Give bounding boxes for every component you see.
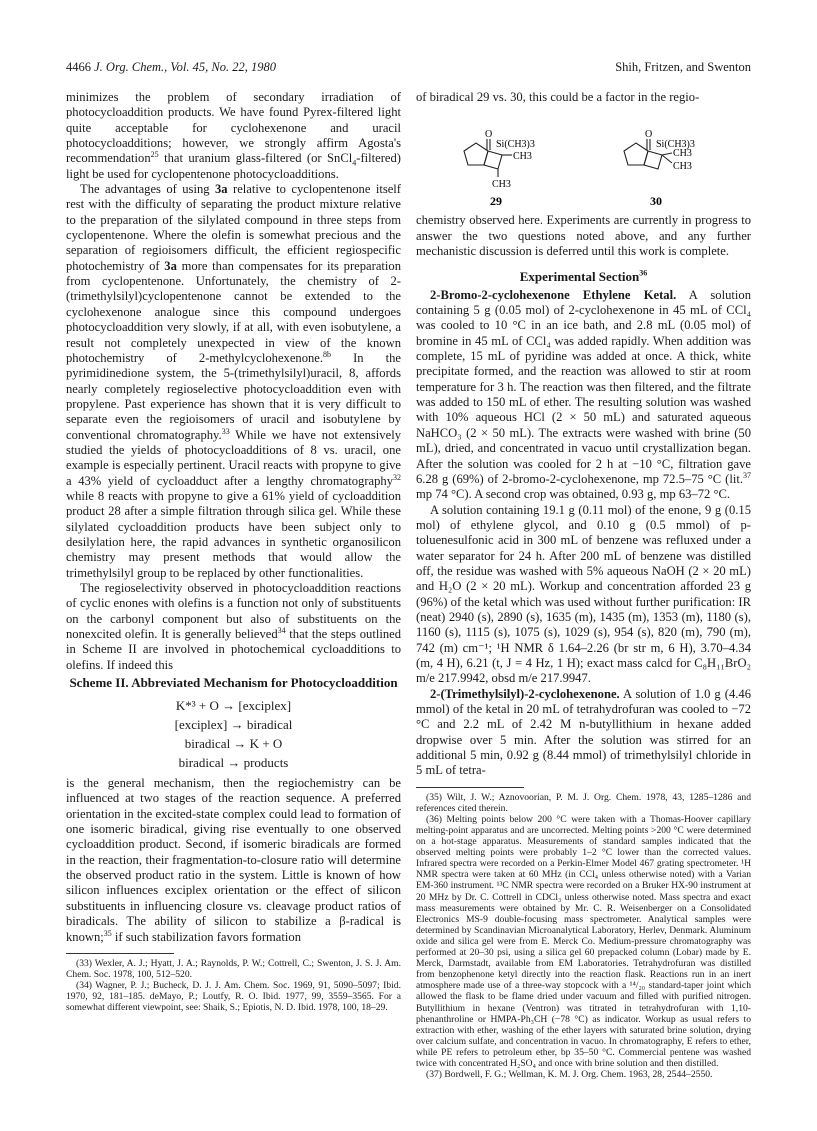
footnote-rule bbox=[416, 787, 524, 788]
left-column bbox=[66, 90, 401, 1013]
paragraph: of biradical 29 vs. 30, this could be a factor in the regio- bbox=[416, 90, 700, 104]
right-column bbox=[416, 90, 751, 1080]
ref-marker: 34 bbox=[277, 625, 286, 635]
silyl-label: Si(CH3)3 bbox=[496, 139, 535, 151]
paragraph: A solution containing 19.1 g (0.11 mol) of the enone, 9 g (0.15 mol) of ethylene glycol, and 0.10 g (0.5 mmol) of p-toluenesulfonic acid in 300 mL of benzene was refluxed under a water separator for 24 h. After 200 mL of benzene was distilled off, the residue was washed with 5% aqueous NaOH (2 × 20 mL) and H₂O (2 × 20 mL). Workup and concentration afforded 23 g (96%) of the ketal which was used without further purification: IR (neat) 2940 (s), 2890 (s), 1635 (m), 1435 (m), 1353 (m), 1180 (s), 1160 (s), 1115 (s), 1075 (s), 1029 (s), 954 (s), 820 (m), 790 (m), 742 (m) cm⁻¹; ¹H NMR δ 1.64–2.26 (br str m, 6 H), 3.70–4.34 (m, 4 H), 6.21 (t, J = 4 Hz, 1 H); exact mass calcd for C₈H₁₁BrO₂ m/e 217.9942, obsd m/e 217.9947. bbox=[416, 502, 751, 686]
run-in-heading: 2-Bromo-2-cyclohexenone Ethylene Ketal. bbox=[430, 287, 677, 302]
ref-marker: 37 bbox=[743, 470, 751, 480]
text: A solution of 1.0 g (4.46 mmol) of the ketal in 20 mL of tetrahydrofuran was cooled to −72 °C and 2.2 mL of 2.42 M n-butyllithium in hexane added dropwise over 5 min. After the solution was stirred for an additional 5 min, 0.92 g (8.44 mmol) of trimethylsilyl chloride in 5 mL of tetra- bbox=[416, 686, 751, 778]
paragraph bbox=[66, 581, 401, 673]
paragraph bbox=[66, 90, 401, 182]
ref-marker: 8b bbox=[323, 349, 332, 359]
text: The regioselectivity observed in photocycloaddition reactions of cyclic enones with olefins is a function not only of substituents on the carbonyl component but also of substituents on the nonexcited olefin. It is generally believed bbox=[66, 581, 401, 642]
compound-ref: 3a bbox=[164, 258, 177, 273]
ref-marker: 25 bbox=[150, 150, 159, 160]
scheme-title: Scheme II. Abbreviated Mechanism for Photocycloaddition bbox=[69, 675, 398, 691]
compound-ref: 3a bbox=[214, 182, 228, 197]
text: While we have not extensively studied the yields of photocycloadditions of 8 vs. uracil, one example is especially pertinent. Uracil reacts with propyne to give a 43% yield of cycloadduct after a lengthy chromatography bbox=[66, 427, 401, 488]
structure-label: 29 bbox=[490, 194, 502, 208]
footnotes-right bbox=[416, 792, 751, 1080]
structure-29 bbox=[446, 109, 556, 207]
silyl-label: Si(CH3)3 bbox=[656, 139, 695, 151]
text: that uranium glass-filtered (or SnCl bbox=[158, 151, 353, 166]
methyl-label: CH3 bbox=[492, 179, 511, 191]
text: while 8 reacts with propyne to give a 61% yield of cycloaddition product 28 after a simple filtration through silica gel. While these silylated cycloaddition products have been subject only to desilylation here, the rapid advances in synthetic organosilicon chemistry may present methods that would allow the trimethylsilyl group to be replaced by other functionalities. bbox=[66, 488, 401, 580]
run-in-heading: 2-(Trimethylsilyl)-2-cyclohexenone. bbox=[430, 686, 620, 701]
methyl-label: CH3 bbox=[673, 161, 692, 173]
oxygen-label: O bbox=[645, 129, 653, 141]
scheme-equations bbox=[66, 696, 401, 772]
page-header bbox=[66, 60, 751, 80]
equation: biradical → K + O bbox=[184, 736, 283, 752]
structure-label: 30 bbox=[650, 194, 662, 208]
paragraph bbox=[416, 288, 751, 503]
methyl-label: CH3 bbox=[673, 148, 692, 160]
oxygen-label: O bbox=[485, 129, 493, 141]
methyl-label: CH3 bbox=[513, 151, 532, 163]
text: A solution containing 5 g (0.05 mol) of 2-cyclohexenone in 45 mL of CCl₄ was cooled to 10 °C in an ice bath, and 2.8 mL (0.05 mol) of bromine in 45 mL of CCl₄ was added rapidly. When addition was complete, 15 mL of pyridine was added at once. A thick, white precipitate formed, and the reaction was allowed to stir at room temperature for 3 h. The reaction was then filtered, and the filtrate was added to 150 mL of ether. The resulting solution was washed with 10% aqueous HCl (2 × 50 mL) and saturated aqueous NaHCO₃ (2 × 50 mL). The extracts were washed with brine (50 mL), dried, and concentrated in vacuo until crystallization began. After the solution was cooled for 2 h at −10 °C, filtration gave 6.28 g (69%) of 2-bromo-2-cyclohexenone, mp 72.5–75 °C (lit. bbox=[416, 287, 751, 486]
footnote: (35) Wilt, J. W.; Aznovoorian, P. M. J. Org. Chem. 1978, 43, 1285–1286 and references cited therein. bbox=[416, 791, 751, 814]
journal-citation: J. Org. Chem., Vol. 45, No. 22, 1980 bbox=[94, 60, 276, 74]
ref-marker: 32 bbox=[393, 472, 401, 482]
text: -filtered) light be used for cyclopentenone photocycloadditions. bbox=[66, 151, 401, 181]
footnote: (34) Wagner, P. J.; Bucheck, D. J. J. Am. Chem. Soc. 1969, 91, 5090–5097; Ibid. 1970, 92, 181–185. deMayo, P.; Loutfy, R. O. Ibid. 1977, 99, 3559–3565. For a somewhat different viewpoint, see: Shaik, S.; Epiotis, N. D. Ibid. 1978, 100, 18–29. bbox=[66, 980, 401, 1014]
equation: K*³ + O → [exciplex] bbox=[175, 698, 292, 714]
equation: biradical → products bbox=[178, 755, 289, 771]
text: more than compensates for its preparation from cyclopentenone. Unfortunately, the chemistry of 2-(trimethylsilyl)cyclopentenone cannot be extended to the cyclohexenone analogue since this compound undergoes photocycloaddition very slowly, if at all, with even isobutylene, a result not completely unexpected in view of the known photochemistry of 2-methylcyclohexenone. bbox=[66, 258, 401, 365]
ref-marker: 36 bbox=[639, 269, 648, 279]
text: minimizes the problem of secondary irradiation of photocycloaddition products. We have found Pyrex-filtered light quite acceptable for cyclohexenone and uracil photocycloadditions; however, we strongly affirm Agosta's recommendation bbox=[66, 90, 401, 166]
footnote: (37) Bordwell, F. G.; Wellman, K. M. J. Org. Chem. 1963, 28, 2544–2550. bbox=[426, 1069, 713, 1081]
text: is the general mechanism, then the regiochemistry can be influenced at two stages of the reaction sequence. A preferred orientation in the excited-state complex could lead to formation of one isomeric biradical, giving rise eventually to one observed cycloaddition product. Second, if isomeric biradicals are formed in the reaction, their fragmentation-to-closure ratio will determine the observed product ratio in the system. Little is known of how silicon influences exciplex orientation or the effect of silicon substituents in influencing closure vs. cleavage product ratios of biradicals. The ability of silicon to stabilize a β-radical is known; bbox=[66, 776, 401, 944]
ref-marker: 35 bbox=[103, 928, 112, 938]
paragraph bbox=[66, 776, 401, 945]
equation: [exciplex] → biradical bbox=[174, 717, 293, 733]
paragraph: chemistry observed here. Experiments are currently in progress to answer the two questions noted above, and any further mechanistic discussion is deferred until this work is complete. bbox=[416, 213, 751, 259]
paragraph bbox=[66, 182, 401, 581]
text: The advantages of using bbox=[80, 182, 215, 197]
footnote-rule bbox=[66, 953, 174, 954]
text: In the pyrimidinedione system, the 5-(trimethylsilyl)uracil, 8, affords nearly completely regioselective photocycloaddition even with propylene. Past experience has shown that it is very difficult to separate even the regioisomers of uracil and isobutylene by conventional chromatography. bbox=[66, 350, 401, 442]
ref-marker: 33 bbox=[221, 426, 230, 436]
paragraph bbox=[416, 687, 751, 779]
structure-30 bbox=[606, 109, 716, 207]
subscript: 4 bbox=[352, 158, 357, 168]
footnotes-left bbox=[66, 958, 401, 1013]
header-left bbox=[66, 60, 276, 75]
page-number: 4466 bbox=[66, 60, 91, 74]
text: that the steps outlined in Scheme II are involved in photochemical cycloadditions to olefins. If indeed this bbox=[66, 627, 402, 672]
footnote: (36) Melting points below 200 °C were taken with a Thomas-Hoover capillary melting-point apparatus and are uncorrected. Melting points >200 °C were determined on a hot-stage apparatus. Measurements of standard samples indicated that the observed melting points were probably 1–2 °C lower than the corrected values. Infrared spectra were recorded on a Perkin-Elmer Model 467 grating spectrometer. ¹H NMR spectra were taken at 60 MHz (in CCl₄ unless otherwise noted) with a Varian EM-360 instrument. ¹³C NMR spectra were recorded on a Bruker HX-90 instrument at 20 MHz by Dr. C. Cottrell in CDCl₃ unless otherwise noted. Mass spectra and exact mass measurements were obtained by Mr. C. R. Weisenberger on a Consolidated Electronics MS-9 double-focusing mass spectrometer. Analytical samples were determined by Scandinavian Microanalytical Laboratory, Herlev, Denmark. Aluminum oxide and silica gel were from E. Merck Co. Medium-pressure chromatography was performed at 20–30 psi, using a silica gel 60 prepacked column (Lobar) made by E. Merck, Darmstadt, available from EM Laboratories. Tetrahydrofuran was distilled from benzophenone ketyl directly into the reaction flask. Reactions run in an inert atmosphere made use of a three-way stopcock with a ¹⁴/₂₀ standard-taper joint which allowed the flask to be flame dried under vacuum and filled with purified nitrogen. Butyllithium in hexane (Ventron) was titrated in tetrahydrofuran with 1,10-phenanthroline or HMPA-Ph₃CH (−78 °C) as indicator. Workup as usual refers to extraction with ether, washing of the ether layers with saturated brine solution, drying over calcium sulfate, and concentration in vacuo. In chromatography, E refers to ether, while PE refers to petroleum ether, bp 35–50 °C. Commercial pentene was washed twice with concentrated H₂SO₄ and once with brine solution and then distilled. bbox=[416, 813, 751, 1069]
text: if such stabilization favors formation bbox=[111, 929, 301, 944]
text: relative to cyclopentenone itself rest with the difficulty of separating the product mixture relative to the preparation of the silylated compound in three steps from cyclopentenone. Where the olefin is somewhat precious and the separation of regioisomers difficult, the efficient regiospecific photochemistry of bbox=[66, 182, 402, 273]
footnote: (33) Wexler, A. J.; Hyatt, J. A.; Raynolds, P. W.; Cottrell, C.; Swenton, J. S. J. Am. Chem. Soc. 1978, 100, 512–520. bbox=[66, 957, 401, 980]
structure-row bbox=[416, 109, 751, 207]
section-title bbox=[416, 269, 751, 284]
header-authors: Shih, Fritzen, and Swenton bbox=[615, 60, 751, 74]
section-title-text: Experimental Section bbox=[519, 269, 640, 285]
text: mp 74 °C). A second crop was obtained, 0.93 g, mp 63–72 °C. bbox=[416, 487, 731, 502]
